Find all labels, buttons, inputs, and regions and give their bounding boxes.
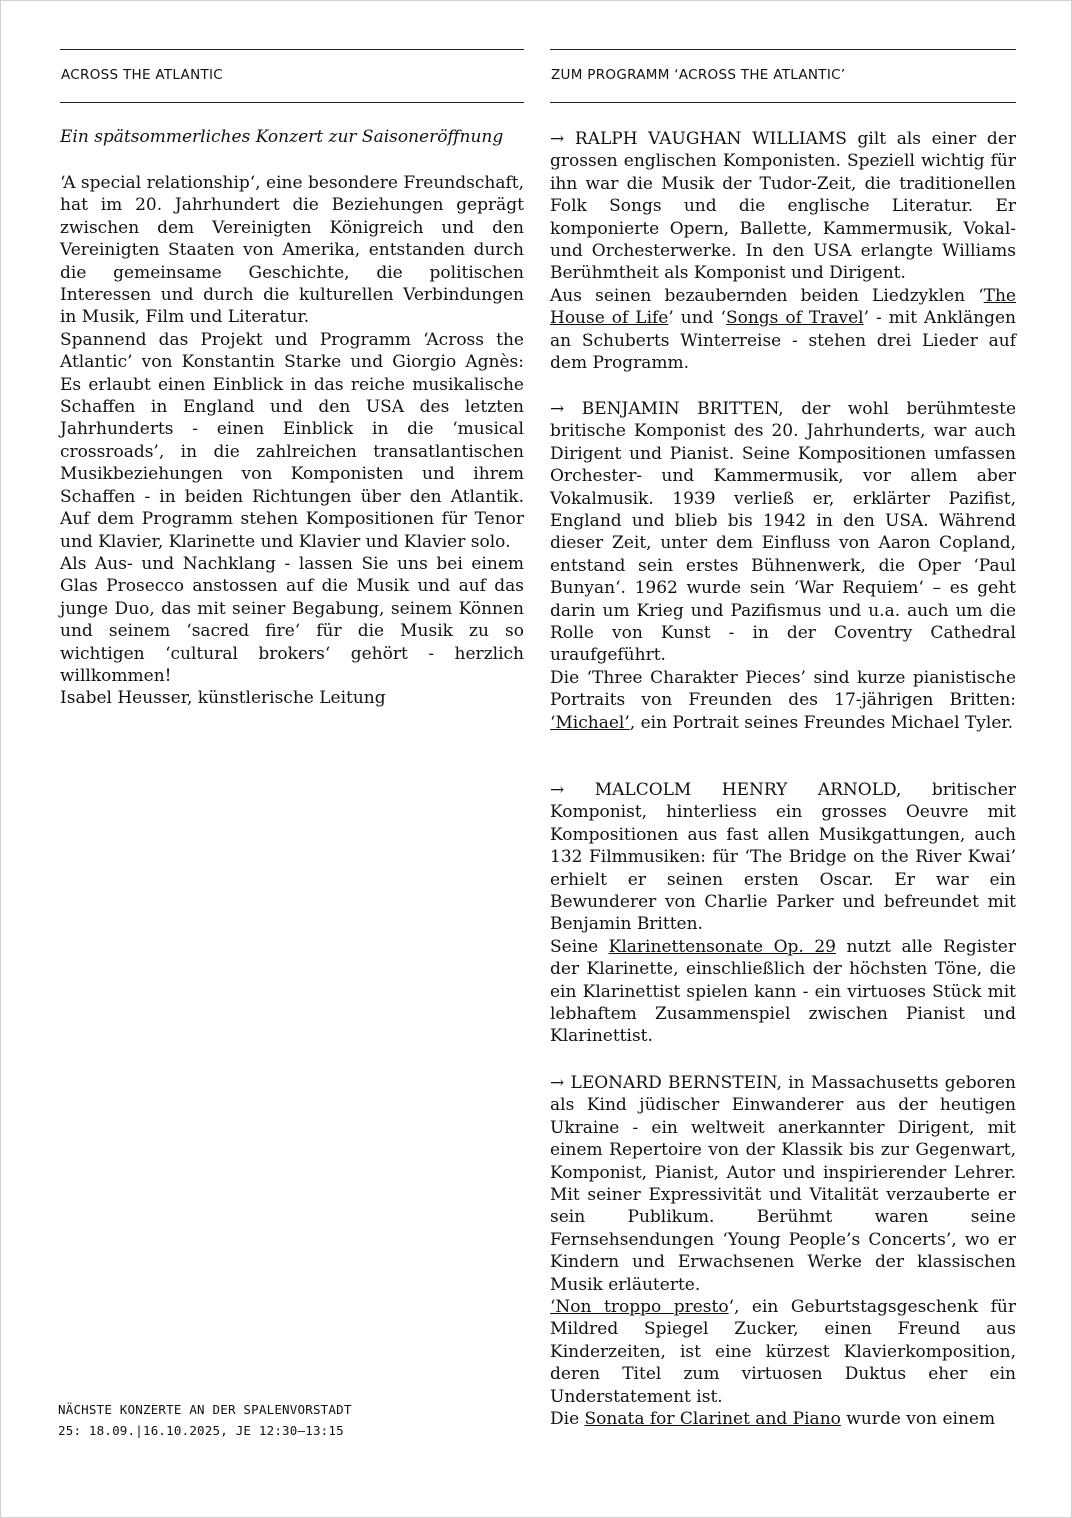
intro-paragraph: Spannend das Projekt und Programm ‘Across the Atlantic’ von Konstantin Starke und Giorgio Agnès: Es erlaubt einen Einblick in das reiche musikalische Schaffen in England und den USA des letzten Jahrhunderts - einen Einblick in die ‘musical crossroads’, in die zahlreichen transatlantischen Musikbeziehungen von Komponisten und ihrem Schaffen - in beiden Richtungen über den Atlantik. Auf dem Programm stehen Kompositionen für Tenor und Klavier, Klarinette und Klavier und Klavier solo. (60, 329, 524, 552)
arnold-program-text: nutzt alle Register der Klarinette, einschließlich der höchsten Töne, die ein Klarinettist spielen kann - ein virtuoses Stück mit lebhaftem Zusammenspiel zwischen Pianist und Klarinettist. (550, 936, 1016, 1047)
arrow-icon: → (550, 129, 565, 149)
link-sonata-clarinet-piano[interactable]: Sonata for Clarinet and Piano (584, 1409, 841, 1430)
bernstein-program-text: ‘, ein Geburtstagsgeschenk für Mildred Spiegel Zucker, einen Freund aus Kinderzeiten, ist eine kürzest Klavierkomposition, deren Titel zum virtuosen Duktus eher ein Understatement ist. (550, 1297, 1016, 1407)
composer-section-arnold (550, 779, 1016, 1048)
link-klarinettensonate[interactable]: Klarinettensonate Op. 29 (608, 936, 836, 957)
link-non-troppo-presto[interactable]: ‘Non troppo presto (550, 1297, 729, 1318)
link-songs-of-travel[interactable]: Songs of Travel (725, 308, 864, 329)
header-top-rule (60, 49, 524, 50)
britten-program-text: , ein Portrait seines Freundes Michael Tyler. (629, 712, 1014, 733)
williams-program-text: ’ - mit Anklängen an Schuberts Winterreise - stehen drei Lieder auf dem Programm. (550, 308, 1016, 374)
composer-section-bernstein (550, 1072, 1016, 1431)
header-bottom-rule (550, 102, 1016, 103)
arrow-icon: → (550, 399, 565, 419)
williams-program-text: Aus seinen bezaubernden beiden Liedzyklen ‘ (550, 285, 984, 306)
link-michael[interactable]: ‘Michael’ (550, 712, 630, 733)
right-header: ZUM PROGRAMM ‘ACROSS THE ATLANTIC’ (551, 67, 846, 83)
bernstein-program-text: wurde von einem (840, 1409, 996, 1430)
intro-text (60, 172, 524, 710)
composer-section-britten (550, 398, 1016, 734)
williams-bio: RALPH VAUGHAN WILLIAMS gilt als einer der grossen englischen Komponisten. Speziell wichtig für ihn war die Musik der Tudor-Zeit, die traditionellen Folk Songs und die englische Literatur. Er komponierte Opern, Ballette, Kammermusik, Vokal- und Orchesterwerke. In den USA erlangte Williams Berühmtheit als Komponist und Dirigent. (550, 129, 1016, 284)
footer-dates: 25: 18.09.|16.10.2025, JE 12:30–13:15 (58, 1423, 344, 1438)
intro-paragraph: ‘A special relationship‘, eine besondere Freundschaft, hat im 20. Jahrhundert die Beziehungen geprägt zwischen dem Vereinigten Königreich und den Vereinigten Staaten von Amerika, entstanden durch die gemeinsame Geschichte, die politischen Interessen und durch die kulturellen Verbindungen in Musik, Film und Literatur. (60, 173, 524, 328)
intro-paragraph: Als Aus- und Nachklang - lassen Sie uns bei einem Glas Prosecco anstossen auf die Musik und auf das junge Duo, das mit seiner Begabung, seinem Können und seinem ‘sacred fire‘ für die Musik zu so wichtigen ‘cultural brokers‘ gehört - herzlich willkommen! (60, 553, 524, 686)
arnold-bio: MALCOLM HENRY ARNOLD, britischer Komponist, hinterliess ein grosses Oeuvre mit Kompositionen aus fast allen Musikgattungen, auch 132 Filmmusiken: für ‘The Bridge on the River Kwai’ erhielt er seinen ersten Oscar. Er war ein Bewunderer von Charlie Parker und befreundet mit Benjamin Britten. (550, 780, 1017, 935)
header-top-rule (550, 49, 1016, 50)
arrow-icon: → (550, 1073, 565, 1093)
arrow-icon: → (550, 780, 565, 800)
footer-heading: NÄCHSTE KONZERTE AN DER SPALENVORSTADT (58, 1402, 352, 1417)
next-concerts-footer (58, 1399, 352, 1441)
lead-subtitle: Ein spätsommerliches Konzert zur Saisoneröffnung (60, 127, 504, 147)
williams-program-text: ’ und ‘ (668, 308, 726, 329)
britten-program-text: Die ‘Three Charakter Pieces’ sind kurze pianistische Portraits von Freunden des 17-jährigen Britten: (550, 667, 1016, 711)
left-header: ACROSS THE ATLANTIC (61, 67, 224, 83)
header-bottom-rule (60, 102, 524, 103)
composer-section-williams (550, 128, 1016, 374)
link-house-of-life[interactable]: The House of Life (550, 285, 1016, 329)
bernstein-bio: LEONARD BERNSTEIN, in Massachusetts geboren als Kind jüdischer Einwanderer aus der heutigen Ukraine - ein weltweit anerkannter Dirigent, mit einem Repertoire von der Klassik bis zur Gegenwart, Komponist, Pianist, Autor und inspirierender Lehrer. Mit seiner Expressivität und Vitalität verzauberte er sein Publikum. Berühmt waren seine Fernsehsendungen ‘Young People’s Concerts’, wo er Kindern und Erwachsenen Werke der klassischen Musik erläuterte. (550, 1073, 1017, 1295)
signature-line: Isabel Heusser, künstlerische Leitung (60, 688, 386, 709)
britten-bio: BENJAMIN BRITTEN, der wohl berühmteste britische Komponist des 20. Jahrhunderts, war auch Dirigent und Pianist. Seine Kompositionen umfassen Orchester- und Kammermusik, vor allem aber Vokalmusik. 1939 verließ er, erklärter Pazifist, England und blieb bis 1942 in den USA. Während dieser Zeit, unter dem Einfluss von Aaron Copland, entstand sein erstes Bühnenwerk, die Oper ‘Paul Bunyan‘. 1962 wurde sein ‘War Requiem‘ – es geht darin um Krieg und Pazifismus und u.a. auch um die Rolle von Kunst - in der Coventry Cathedral uraufgeführt. (550, 399, 1017, 666)
arnold-program-text: Seine (550, 936, 609, 957)
bernstein-program-text: Die (550, 1409, 585, 1430)
